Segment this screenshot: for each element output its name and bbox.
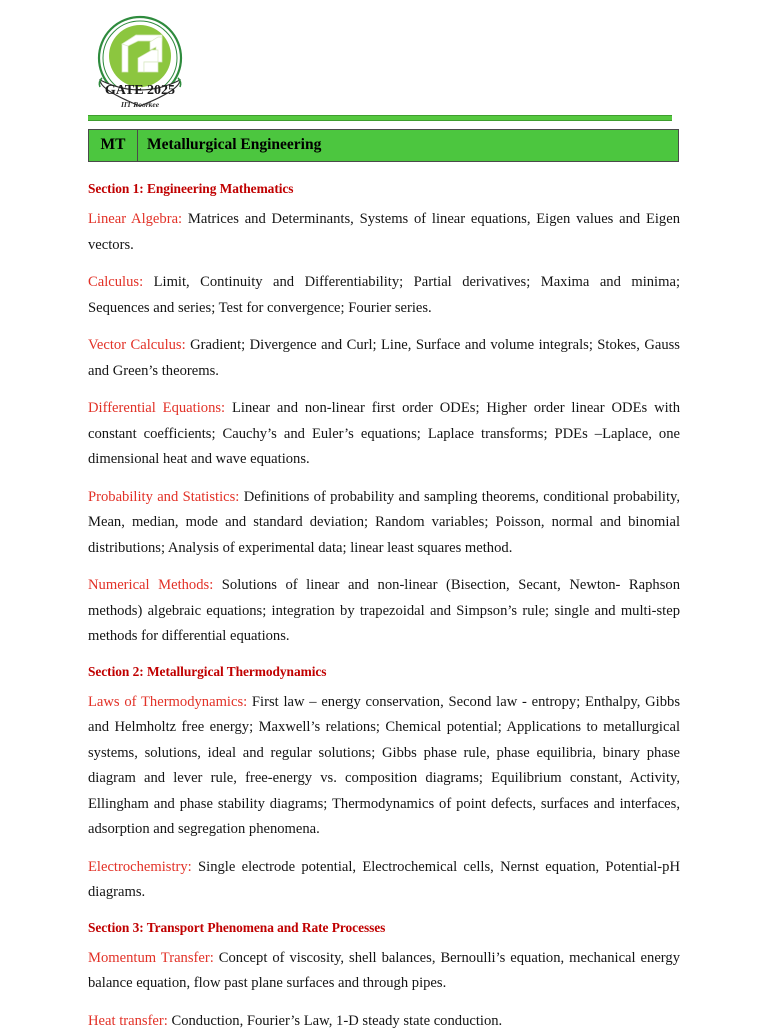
section-heading-2: Section 2: Metallurgical Thermodynamics [88, 663, 327, 679]
topic-body: Limit, Continuity and Differentiability; Partial derivatives; Maxima and minima; Sequences and series; Test for convergence; Fourier series. [88, 274, 680, 316]
subject-name-cell: Metallurgical Engineering [138, 130, 679, 162]
topic-paragraph [88, 396, 680, 473]
topic-paragraph [88, 485, 680, 562]
topic-label: Linear Algebra: [88, 211, 183, 228]
topic-body: Conduction, Fourier’s Law, 1-D steady state conduction. [167, 1012, 503, 1029]
topic-body: Solutions of linear and non-linear (Bisection, Secant, Newton- Raphson methods) algebraic equations; integration by trapezoidal and Simpson’s rule; single and multi-step methods for differential equations. [88, 577, 680, 645]
syllabus-content [88, 180, 680, 1034]
topic-paragraph [88, 333, 680, 384]
topic-label: Calculus: [88, 274, 144, 291]
topic-label: Laws of Thermodynamics: [88, 693, 248, 710]
topic-paragraph [88, 207, 680, 258]
topic-label: Electrochemistry: [88, 858, 192, 875]
section-heading-1: Section 1: Engineering Mathematics [88, 181, 294, 196]
table-row [89, 130, 679, 162]
topic-body: Single electrode potential, Electrochemical cells, Nernst equation, Potential-pH diagrams. [88, 858, 680, 901]
subject-code-cell: MT [89, 130, 138, 162]
topic-body: Concept of viscosity, shell balances, Bernoulli’s equation, mechanical energy balance equation, flow past plane surfaces and through pipes. [88, 949, 681, 992]
topic-label: Numerical Methods: [88, 577, 214, 594]
topic-label: Heat transfer: [88, 1012, 168, 1029]
green-horizontal-rule [88, 115, 672, 121]
topic-paragraph [88, 270, 680, 321]
logo-institute-text: IIT Roorkee [120, 100, 160, 109]
section-heading-3: Section 3: Transport Phenomena and Rate Processes [88, 919, 386, 935]
topic-body: Linear and non-linear first order ODEs; Higher order linear ODEs with constant coefficients; Cauchy’s and Euler’s equations; Laplace transforms; PDEs –Laplace, one dimensional heat and wave equations. [88, 400, 681, 468]
topic-label: Probability and Statistics: [88, 488, 240, 505]
logo-exam-text: GATE 2025 [104, 83, 176, 98]
gate-logo [92, 14, 188, 112]
topic-body: Matrices and Determinants, Systems of linear equations, Eigen values and Eigen vectors. [88, 211, 681, 253]
subject-header-table [88, 129, 679, 162]
topic-paragraph [88, 855, 680, 906]
topic-label: Differential Equations: [88, 400, 226, 417]
topic-paragraph [88, 1009, 680, 1034]
topic-body: Gradient; Divergence and Curl; Line, Surface and volume integrals; Stokes, Gauss and Green’s theorems. [88, 337, 680, 379]
topic-paragraph [88, 946, 680, 997]
topic-body: First law – energy conservation, Second law - entropy; Enthalpy, Gibbs and Helmholtz free energy; Maxwell’s relations; Chemical potential; Applications to metallurgical systems, solutions, ideal and regular solutions; Gibbs phase rule, phase equilibria, binary phase diagram and lever rule, free-energy vs. composition diagrams; Equilibrium constant, Activity, Ellingham and phase stability diagrams; Thermodynamics of point defects, surfaces and interfaces, adsorption and segregation phenomena. [88, 693, 681, 838]
topic-paragraph [88, 573, 680, 650]
topic-label: Vector Calculus: [88, 337, 186, 354]
gate-2025-logo-icon [92, 14, 188, 112]
topic-label: Momentum Transfer: [88, 949, 214, 966]
topic-body: Definitions of probability and sampling theorems, conditional probability, Mean, median, mode and standard deviation; Random variables; Poisson, normal and binomial distributions; Analysis of experimental data; linear least squares method. [88, 488, 680, 556]
topic-paragraph [88, 690, 680, 843]
